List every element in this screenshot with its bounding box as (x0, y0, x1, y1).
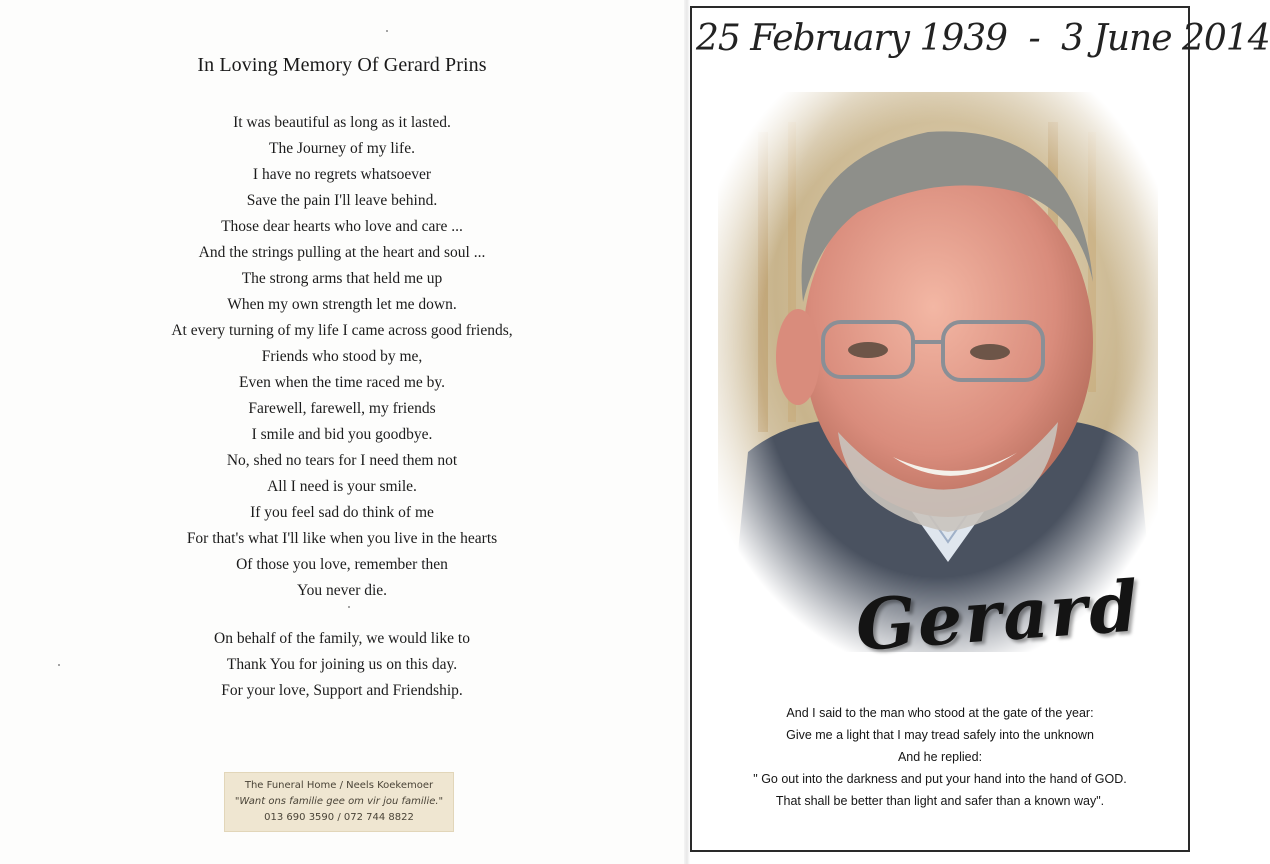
funeral-home-phones: 013 690 3590 / 072 744 8822 (264, 812, 414, 823)
poem-line: You never die. (296, 582, 388, 599)
funeral-home-label (224, 772, 454, 832)
poem-line: I smile and bid you goodbye. (251, 426, 433, 443)
thanks-line: Thank You for joining us on this day. (226, 656, 458, 673)
poem-line: When my own strength let me down. (227, 296, 457, 313)
funeral-home-name: The Funeral Home / Neels Koekemoer (244, 780, 434, 791)
verse-line: That shall be better than light and safer than a known way". (775, 794, 1105, 808)
verse-line: Give me a light that I may tread safely into the unknown (786, 728, 1094, 742)
poem-line: Save the pain I'll leave behind. (246, 192, 438, 209)
poem-line: Those dear hearts who love and care ... (221, 218, 463, 235)
poem-line: For that's what I'll like when you live in the hearts (186, 530, 498, 547)
poem-line: No, shed no tears for I need them not (226, 452, 458, 469)
poem-line: Of those you love, remember then (236, 556, 448, 573)
poem-line: It was beautiful as long as it lasted. (233, 114, 451, 131)
poem-line: All I need is your smile. (267, 478, 417, 495)
memorial-title: In Loving Memory Of Gerard Prins (197, 54, 487, 76)
poem-line: Even when the time raced me by. (238, 374, 445, 391)
poem-line: I have no regrets whatsoever (252, 166, 432, 183)
date-separator: - (1028, 18, 1040, 59)
verse-line: " Go out into the darkness and put your hand into the hand of GOD. (753, 772, 1127, 786)
poem-line: And the strings pulling at the heart and soul ... (198, 244, 486, 261)
poem (0, 110, 684, 604)
thanks-line: On behalf of the family, we would like to (214, 630, 470, 647)
poem-line: Friends who stood by me, (261, 348, 423, 365)
verse-line: And he replied: (897, 750, 983, 764)
paper-speck (58, 664, 60, 666)
verse-line: And I said to the man who stood at the gate of the year: (786, 706, 1094, 720)
paper-speck (386, 30, 388, 32)
paper-speck (348, 606, 350, 608)
funeral-home-motto: "Want ons familie gee om vir jou familie." (234, 796, 444, 807)
poem-line: At every turning of my life I came across good friends, (171, 322, 513, 339)
first-name-script: Gerard (853, 564, 1143, 667)
poem-line: If you feel sad do think of me (250, 504, 434, 521)
life-dates (696, 18, 1270, 59)
verse (696, 702, 1184, 812)
death-date: 3 June 2014 (1061, 18, 1270, 59)
thanks-line: For your love, Support and Friendship. (221, 682, 463, 699)
poem-line: Farewell, farewell, my friends (248, 400, 436, 417)
family-thanks (0, 626, 684, 704)
birth-date: 25 February 1939 (696, 18, 1008, 59)
poem-line: The strong arms that held me up (241, 270, 443, 287)
poem-line: The Journey of my life. (269, 140, 415, 157)
